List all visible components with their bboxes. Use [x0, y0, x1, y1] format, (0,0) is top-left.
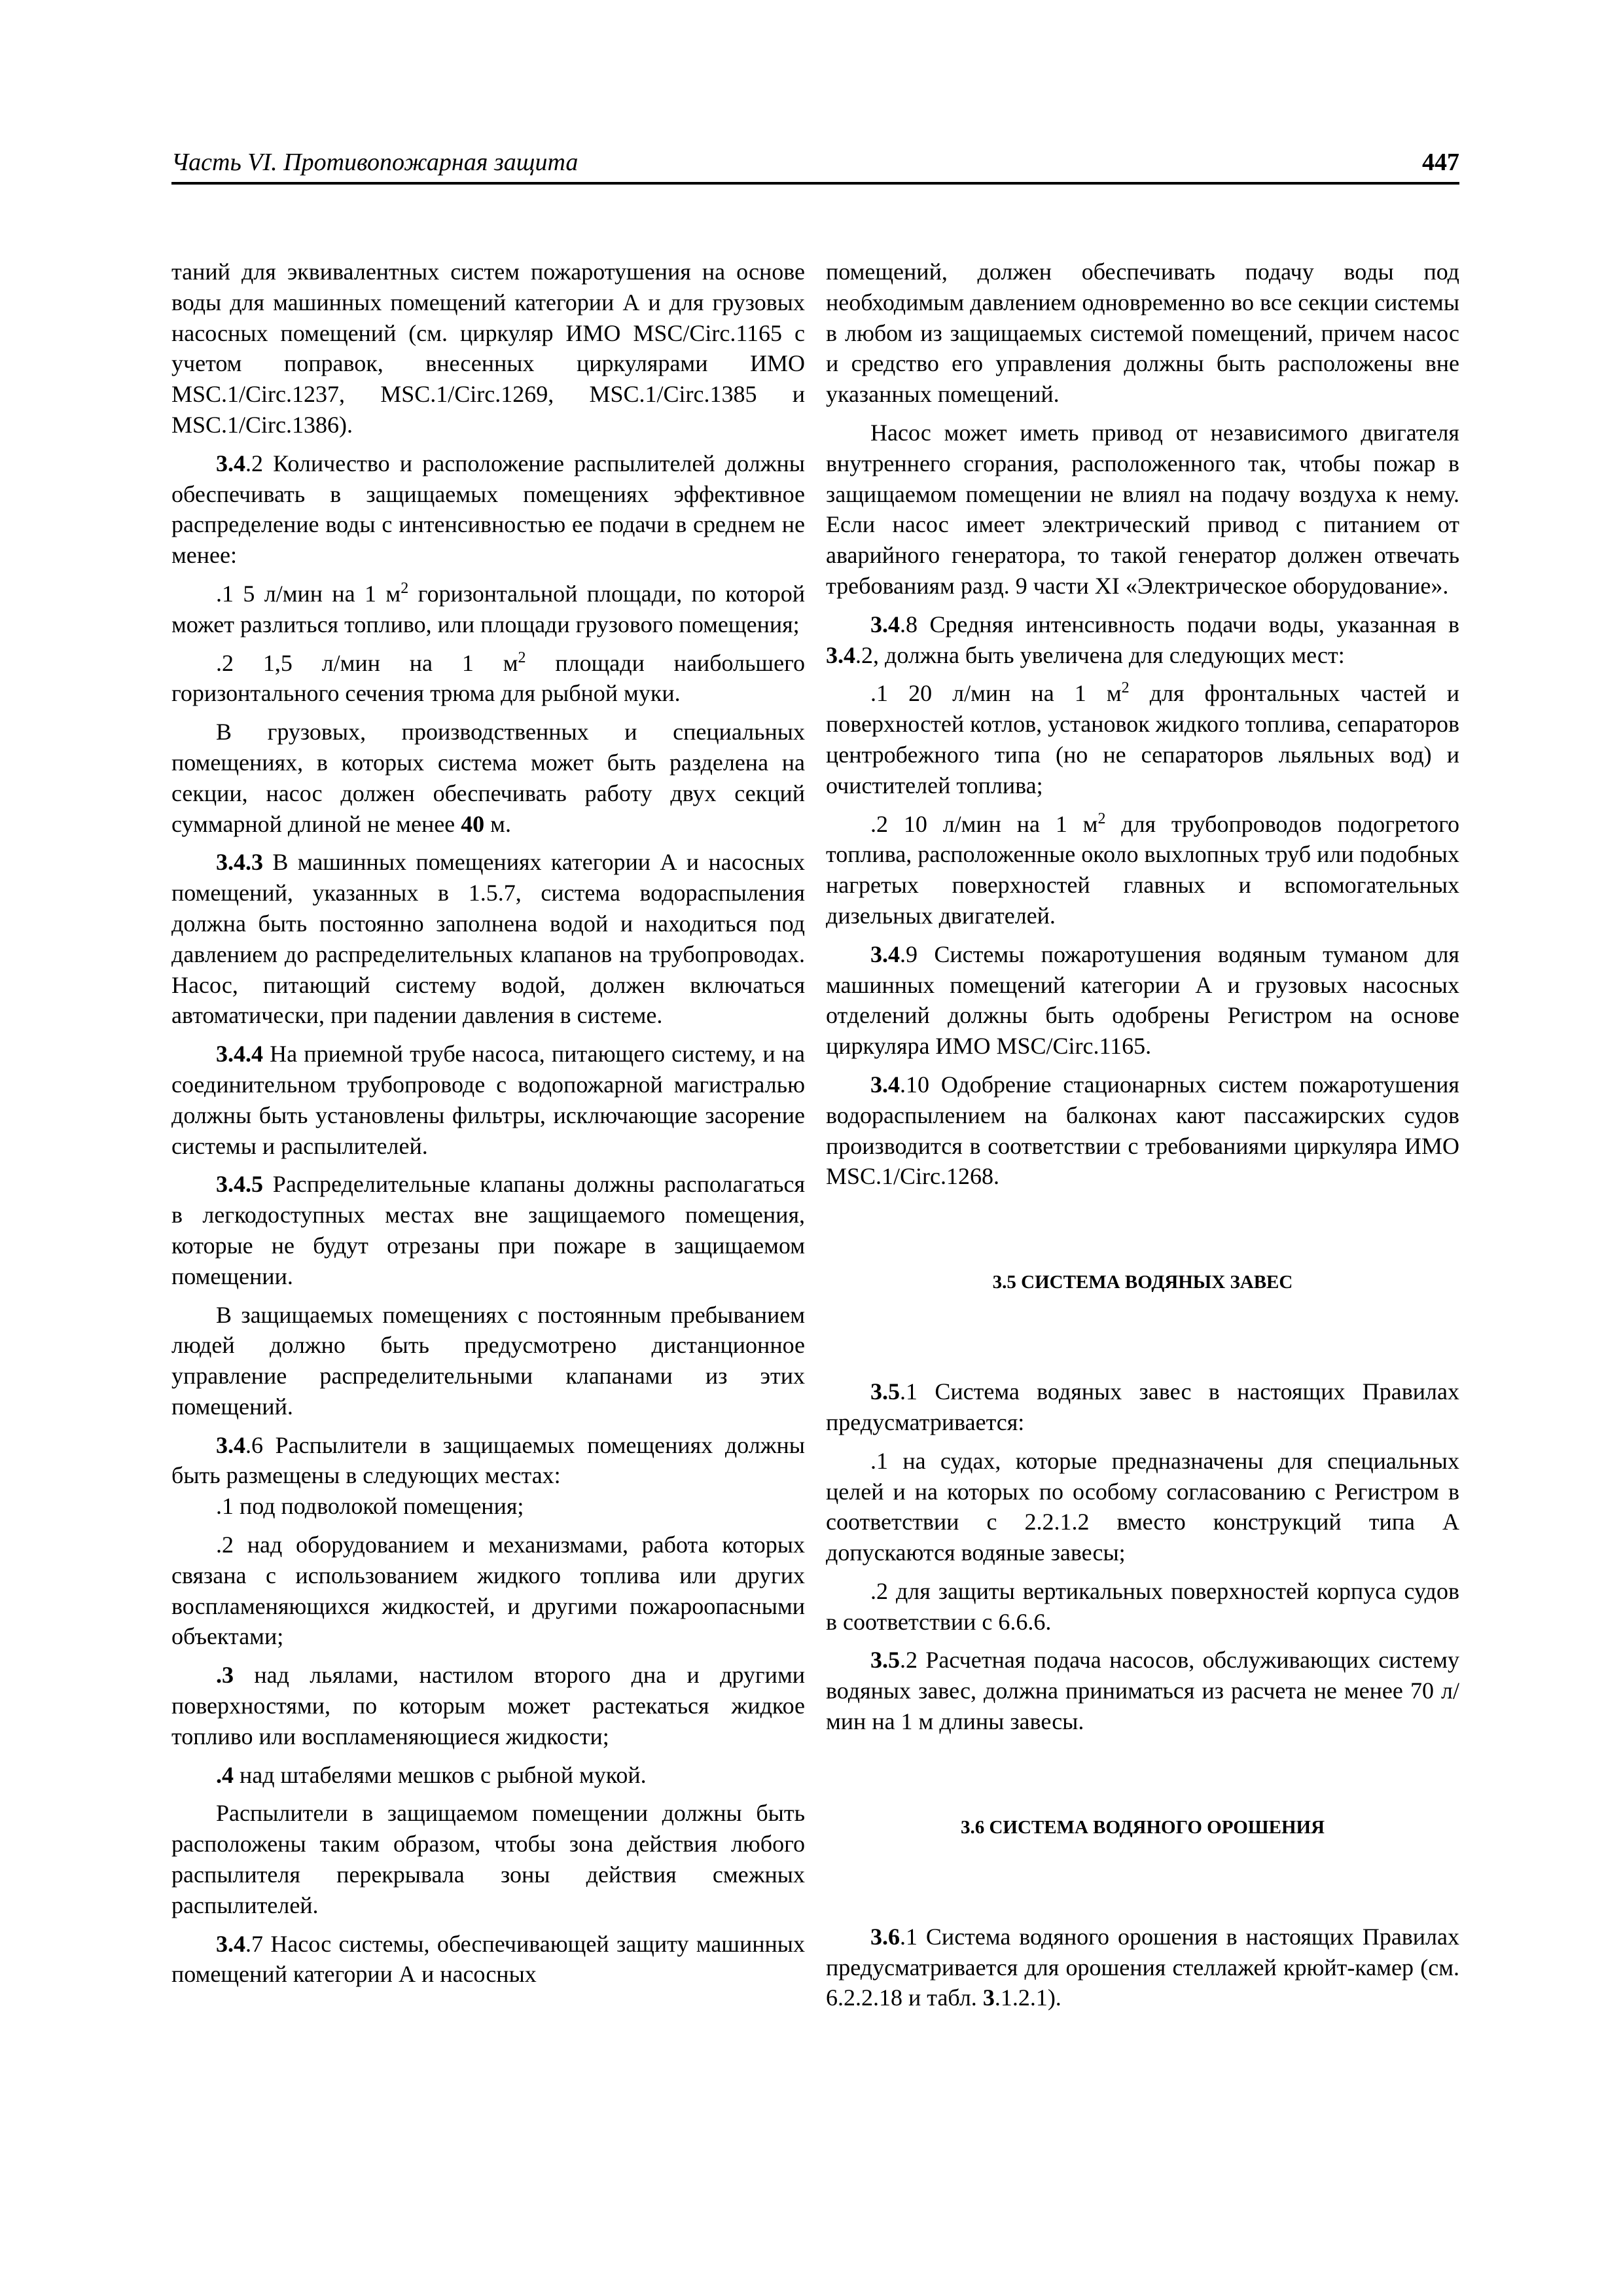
list-item-r2: .2 10 л/мин на 1 $м^2$ для трубопроводов подогретого топлива, расположенные около выхлопных труб или подобных нагретых поверхностей главных и вспомогательных дизельных двигателей.: [826, 810, 1459, 929]
list-item-l2: .2 над оборудованием и механизмами, работа которых связана с использованием жидкого топлива или других воспламеняющихся жидкостей, и другими пожароопасными объектами;: [171, 1532, 805, 1650]
section-3-4-2: 3.4.2 Количество и расположение распылителей должны обеспечивать в защищаемых помещениях эффективное распределение воды с интенсивностью ее подачи в среднем не менее:: [171, 450, 805, 569]
right-column: [826, 257, 1459, 2013]
paragraph-continuation-right: помещений, должен обеспечивать подачу воды под необходимым давлением одновременно во все секции системы в любом из защищаемых системой помещений, причем насос и средство его управления должны быть расположены вне указанных помещений.: [826, 259, 1459, 408]
list-item-l1: .1 под подволокой помещения;: [216, 1493, 524, 1520]
list-item-w1: .1 на судах, которые предназначены для специальных целей и на которых по особому согласованию с Регистром в соответствии с 2.2.1.2 вместо конструкций типа А допускаются водяные завесы;: [826, 1447, 1459, 1566]
section-3-4-4: 3.4.4 На приемной трубе насоса, питающего систему, и на соединительном трубопроводе с водопожарной магистралью должны быть установлены фильтры, исключающие засорение системы и распылителей.: [171, 1041, 805, 1159]
page-number: 447: [1422, 149, 1459, 176]
section-3-5-1: 3.5.1 Система водяных завес в настоящих Правилах предусматривается:: [826, 1378, 1459, 1435]
list-item-w2: .2 для защиты вертикальных поверхностей корпуса судов в соответствии с 6.6.6.: [826, 1577, 1459, 1635]
section-3-4-7: 3.4.7 Насос системы, обеспечивающей защиту машинных помещений категории А и насосных: [171, 1930, 805, 1988]
paragraph-continuation: таний для эквивалентных систем пожаротушения на основе воды для машинных помещений категории А и для грузовых насосных помещений (см. циркуляр ИМО MSC/Circ.1165 с учетом поправок, внесенных циркулярами ИМО MSC.1/Circ.1237, MSC.1/Circ.1269, MSC.1/Circ.1385 и MSC.1/Circ.1386).: [171, 259, 805, 438]
paragraph-people: В защищаемых помещениях с постоянным пребыванием людей должно быть предусмотрено дистанционное управление распределительными клапанами из этих помещений.: [171, 1301, 805, 1420]
paragraph-pump-drive: Насос может иметь привод от независимого двигателя внутреннего сгорания, расположенного так, чтобы пожар в защищаемом помещении не влиял на подачу воздуха к нему. Если насос имеет электрический привод с питанием от аварийного генератора, то такой генератор должен отвечать требованиям разд. 9 части XI «Электрическое оборудование».: [826, 419, 1459, 599]
heading-3-6: 3.6 СИСТЕМА ВОДЯНОГО ОРОШЕНИЯ: [960, 1816, 1325, 1838]
section-3-4-5: 3.4.5 Распределительные клапаны должны располагаться в легкодоступных местах вне защищаемого помещения, которые не будут отрезаны при пожаре в защищаемом помещении.: [171, 1171, 805, 1289]
list-item-1: .1 5 л/мин на 1 $м^2$ горизонтальной площади, по которой может разлиться топливо, или площади грузового помещения;: [171, 579, 805, 637]
list-item-l3: .3 над льялами, настилом второго дна и другими поверхностями, по которым может растекаться жидкое топливо или воспламеняющиеся жидкости;: [171, 1662, 805, 1749]
list-item-r1: .1 20 л/мин на 1 $м^2$ для фронтальных частей и поверхностей котлов, установок жидкого топлива, сепараторов центробежного типа (но не сепараторов льяльных вод) и очистителей топлива;: [826, 679, 1459, 798]
section-3-5-2: 3.5.2 Расчетная подача насосов, обслуживающих систему водяных завес, должна приниматься из расчета не менее 70 л/мин на 1 м длины завесы.: [826, 1647, 1459, 1735]
paragraph-spray: Распылители в защищаемом помещении должны быть расположены таким образом, чтобы зона действия любого распылителя перекрывала зоны действия смежных распылителей.: [171, 1800, 805, 1918]
section-3-4-10: 3.4.10 Одобрение стационарных систем пожаротушения водораспылением на балконах кают пассажирских судов производится в соответствии с требованиями циркуляра ИМО MSC.1/Circ.1268.: [826, 1071, 1459, 1190]
running-header: [171, 143, 1459, 185]
paragraph-cargo: В грузовых, производственных и специальных помещениях, в которых система может быть разделена на секции, насос должен обеспечивать работу двух секций суммарной длиной не менее 40 м.: [171, 719, 805, 837]
list-item-l4: .4 над штабелями мешков с рыбной мукой.: [216, 1761, 647, 1788]
section-3-4-3: 3.4.3 В машинных помещениях категории А и насосных помещений, указанных в 1.5.7, система водораспыления должна быть постоянно заполнена водой и находиться под давлением до распределительных клапанов на трубопроводах. Насос, питающий систему водой, должен включаться автоматически, при падении давления в системе.: [171, 849, 805, 1029]
left-column: [171, 257, 805, 1990]
section-3-4-9: 3.4.9 Системы пожаротушения водяным туманом для машинных помещений категории А и грузовых насосных отделений должны быть одобрены Регистром на основе циркуляра ИМО MSC/Circ.1165.: [826, 941, 1459, 1060]
heading-3-5: 3.5 СИСТЕМА ВОДЯНЫХ ЗАВЕС: [992, 1272, 1293, 1293]
list-item-2: .2 1,5 л/мин на 1 $м^2$ площади наибольшего горизонтального сечения трюма для рыбной муки.: [171, 649, 805, 707]
header-title: Часть VI. Противопожарная защита: [171, 149, 579, 176]
section-3-4-8: 3.4.8 Средняя интенсивность подачи воды, указанная в 3.4.2, должна быть увеличена для следующих мест:: [826, 611, 1459, 668]
section-3-4-6: 3.4.6 Распылители в защищаемых помещениях должны быть размещены в следующих местах:: [171, 1431, 805, 1489]
section-3-6-1: 3.6.1 Система водяного орошения в настоящих Правилах предусматривается для орошения стеллажей крюйт-камер (см. 6.2.2.18 и табл. 3.1.2.1).: [826, 1923, 1459, 2011]
